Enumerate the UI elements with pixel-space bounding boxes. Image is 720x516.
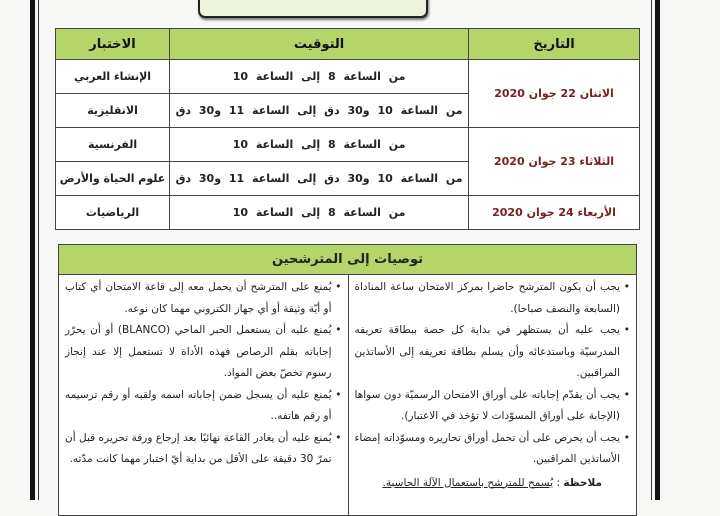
list-item: • يُمنع على المترشح أن يحمل معه إلى قاعة الامتحان أي كتاب أو أيّة وثيقة أو أي جهاز الكتروني مهما كان نوعه. — [65, 277, 342, 320]
recommendations-box — [58, 244, 637, 516]
header-date: التاريخ — [469, 29, 640, 60]
note: ملاحظة : يُسمح للمترشح باستعمال الآلة الحاسبة. — [382, 476, 602, 489]
title-box — [198, 0, 428, 18]
time-cell: من الساعة 8 إلى الساعة 10 — [170, 128, 469, 162]
exam-cell: الانقليزية — [56, 94, 170, 128]
page-frame-right — [655, 0, 660, 500]
date-cell: الأربعاء 24 جوان 2020 — [469, 196, 640, 230]
time-cell: من الساعة 8 إلى الساعة 10 — [170, 60, 469, 94]
header-exam: الاختبار — [56, 29, 170, 60]
exam-cell: علوم الحياة والأرض — [56, 162, 170, 196]
table-row — [56, 128, 640, 162]
list-item: • يجب أن يكون المترشح حاضرا بمركز الامتحان ساعة المناداة (السابعة والنصف صباحا). — [355, 277, 631, 320]
note-label: ملاحظة — [563, 476, 602, 489]
list-item: • يجب أن يقدّم إجاباته على أوراق الامتحان الرسميّة دون سواها (الإجابة على أوراق المسوّدات لا تؤخذ في الاعتبار). — [355, 385, 631, 428]
time-cell: من الساعة 10 و30 دق إلى الساعة 11 و30 دق — [170, 94, 469, 128]
prohibitions-column — [59, 275, 348, 515]
exam-cell: الرياضيات — [56, 196, 170, 230]
obligations-column — [348, 275, 637, 515]
list-item: • يُمنع عليه أن يستعمل الحبر الماحي (BLANCO) أو أن يحرّر إجاباته بقلم الرصاص فهذه الأداة لا تستعمل إلا عند إنجاز رسوم تخصّ بعض المواد. — [65, 320, 342, 385]
list-item: • يُمنع عليه أن يغادر القاعة نهائيًا بعد إرجاع ورقة تحريره قبل أن تمرّ 30 دقيقة على الأقل من بداية أيّ اختبار مهما كانت مدّته. — [65, 428, 342, 471]
table-row — [56, 60, 640, 94]
page-frame-left — [30, 0, 35, 500]
date-cell: الاثنان 22 جوان 2020 — [469, 60, 640, 128]
exam-schedule-table — [55, 28, 640, 230]
table-row — [56, 196, 640, 230]
exam-cell: الإنشاء العربي — [56, 60, 170, 94]
table-header-row — [56, 29, 640, 60]
page-frame-left-inner — [38, 0, 39, 500]
recommendations-title: توصيات إلى المترشحين — [59, 245, 636, 275]
date-cell: الثلاثاء 23 جوان 2020 — [469, 128, 640, 196]
list-item: • يجب عليه أن يستظهر في بداية كل حصة ببطاقة تعريفه المدرسيّة وباستدعائه وأن يسلم بطاقة تعريفه إلى الأساتذين المراقبين. — [355, 320, 631, 385]
list-item: • يُمنع عليه أن يسجل ضمن إجاباته اسمه ولقبه أو رقم ترسيمه أو رقم هاتفه.. — [65, 385, 342, 428]
list-item: • يجب أن يحرص على أن تحمل أوراق تحاريره ومسوّداته إمضاء الأساتذين المراقبين. — [355, 428, 631, 471]
exam-cell: الفرنسية — [56, 128, 170, 162]
note-text: يُسمح للمترشح باستعمال الآلة الحاسبة. — [382, 476, 554, 489]
time-cell: من الساعة 8 إلى الساعة 10 — [170, 196, 469, 230]
header-time: التوقيت — [170, 29, 469, 60]
page-frame-right-inner — [651, 0, 652, 500]
time-cell: من الساعة 10 و30 دق إلى الساعة 11 و30 دق — [170, 162, 469, 196]
